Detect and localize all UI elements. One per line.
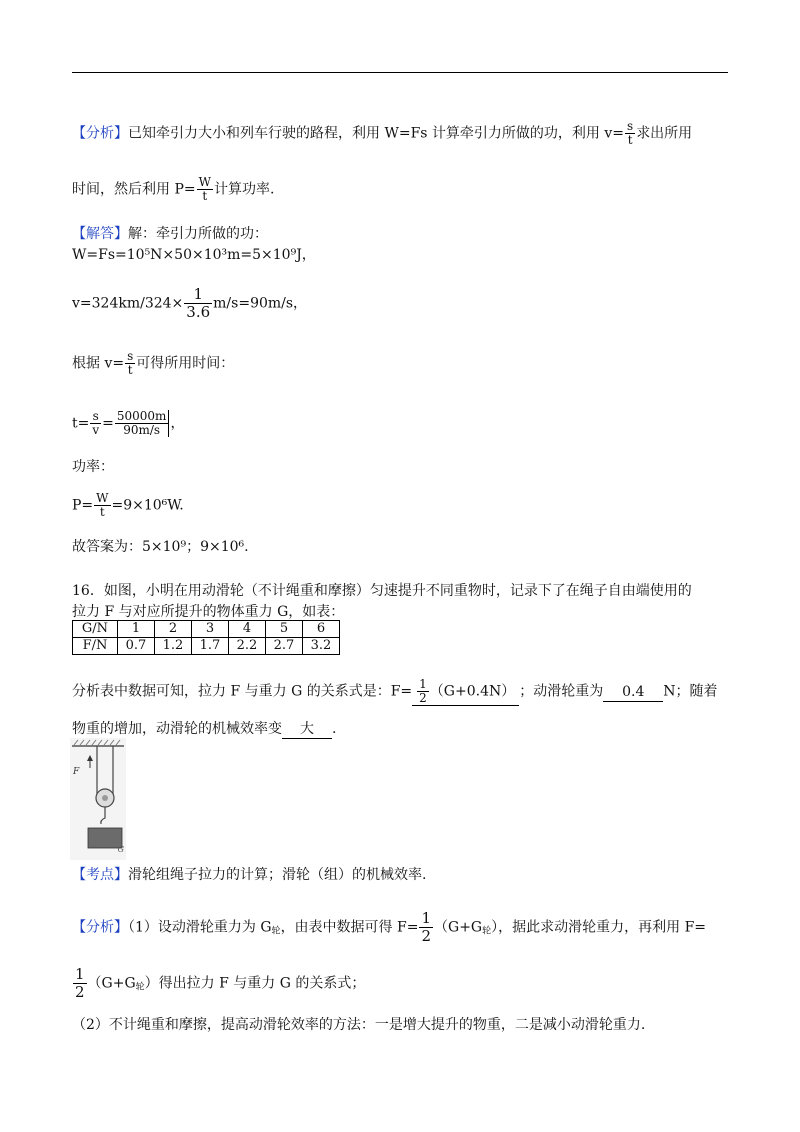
- analysis-line2-text-b: 计算功率.: [213, 181, 275, 198]
- work-equation: W=Fs=10⁵N×50×10³m=5×10⁹J，: [72, 247, 316, 263]
- kaodian-text: 滑轮组绳子拉力的计算；滑轮（组）的机械效率.: [128, 867, 427, 883]
- solution-heading: [72, 225, 268, 243]
- analysis2-line-2: [72, 966, 365, 1001]
- power-label: 功率：: [72, 459, 114, 475]
- analysis-line-1: [72, 120, 692, 147]
- table-row: [73, 638, 340, 655]
- numerator: 1: [419, 677, 427, 691]
- numerator: s: [90, 410, 101, 424]
- time-intro-text-b: 可得所用时间：: [136, 355, 235, 372]
- analysis2-tag: 【分析】: [72, 919, 128, 936]
- analysis2-text-d: ），据此求动滑轮重力，再利用 F=: [491, 919, 707, 936]
- table-cell: 1: [118, 621, 155, 638]
- table-cell: 4: [229, 621, 266, 638]
- fraction-distance-over-speed: [115, 410, 170, 437]
- table-cell: 2: [155, 621, 192, 638]
- analysis-tag: 【分析】: [72, 125, 128, 142]
- time-text-b: ，: [170, 415, 185, 432]
- efficiency-blank: 大: [282, 720, 332, 739]
- relation-text-a: 分析表中数据可知，拉力 F 与重力 G 的关系式是：F=: [72, 683, 413, 700]
- denominator: t: [99, 505, 105, 519]
- fraction-1-over-3.6: [184, 286, 212, 321]
- numerator: s: [627, 119, 634, 133]
- numerator: 1: [421, 909, 432, 927]
- speed-equation: [72, 286, 307, 321]
- numerator: W: [198, 175, 211, 189]
- table-cell: 1.2: [155, 638, 192, 655]
- analysis2-text-a: （1）设动滑轮重力为 G: [128, 919, 272, 936]
- denominator: 3.6: [186, 303, 211, 321]
- fraction-1-over-2: [73, 966, 87, 1001]
- denominator: t: [627, 133, 633, 147]
- time-equation: [72, 410, 184, 437]
- relation-text-c: N；随着: [663, 683, 718, 700]
- fraction-1-over-2: [417, 678, 429, 705]
- fraction-w-over-t: [94, 492, 110, 519]
- table-cell: 3: [192, 621, 229, 638]
- time-intro: [72, 350, 234, 377]
- analysis2-line-1: [72, 910, 706, 945]
- table-header-cell: F/N: [73, 638, 118, 655]
- table-header-cell: G/N: [73, 621, 118, 638]
- denominator: v: [92, 423, 100, 437]
- efficiency-line: [72, 720, 336, 739]
- numerator: W: [96, 491, 109, 505]
- analysis2-text-b: ，由表中数据可得 F=: [280, 919, 419, 936]
- time-intro-text-a: 根据 v=: [72, 355, 125, 372]
- fraction-s-over-t: [625, 120, 635, 147]
- weight-label: G: [117, 845, 124, 854]
- force-label: F: [73, 767, 80, 777]
- denominator: t: [202, 189, 208, 203]
- pulley-diagram: [70, 738, 126, 860]
- table-row: [73, 621, 340, 638]
- table-cell: 2.2: [229, 638, 266, 655]
- table-cell: 2.7: [266, 638, 303, 655]
- numerator: 1: [75, 965, 85, 983]
- analysis-line-2: [72, 176, 274, 203]
- data-table: [72, 620, 340, 655]
- answer-relation-line: [72, 678, 717, 706]
- time-text-a: t=: [72, 415, 90, 432]
- relation-blank: [412, 678, 519, 706]
- power-text-b: =9×10⁶W.: [111, 497, 184, 514]
- fraction-w-over-t: [197, 176, 213, 203]
- table-cell: 6: [303, 621, 340, 638]
- power-text-a: P=: [72, 497, 94, 514]
- wheel-subscript: 轮: [482, 926, 492, 937]
- fraction-s-over-v: [90, 410, 101, 437]
- numerator: s: [127, 349, 134, 363]
- solution-tag: 【解答】: [72, 226, 128, 242]
- analysis-text-b: 求出所用: [636, 125, 693, 142]
- relation-text-b: ；动滑轮重为: [519, 683, 604, 700]
- denominator: 2: [419, 691, 427, 705]
- denominator: t: [127, 363, 133, 377]
- relation-expression: （G+0.4N）: [429, 683, 516, 700]
- speed-text-b: m/s=90m/s，: [213, 295, 308, 312]
- denominator: 2: [421, 927, 432, 945]
- analysis-line2-text-a: 时间，然后利用 P=: [72, 181, 196, 198]
- answer-line: 故答案为：5×10⁹；9×10⁶.: [72, 539, 249, 555]
- fraction-1-over-2: [419, 910, 433, 945]
- table-cell: 3.2: [303, 638, 340, 655]
- numerator: 50000m: [116, 409, 167, 423]
- analysis-text-a: 已知牵引力大小和列车行驶的路程，利用 W=Fs 计算牵引力所做的功，利用 v=: [128, 125, 625, 142]
- power-equation: [72, 492, 184, 519]
- solution-intro: 解：牵引力所做的功：: [128, 226, 268, 242]
- kaodian-line: [72, 866, 426, 884]
- analysis2-line2-text-a: （G+G: [87, 975, 136, 992]
- denominator: 2: [75, 983, 85, 1001]
- efficiency-end: .: [332, 721, 337, 737]
- question-16-line-1: 16．如图，小明在用动滑轮（不计绳重和摩擦）匀速提升不同重物时，记录下了在绳子自由端使用的: [72, 583, 692, 599]
- efficiency-text: 物重的增加，动滑轮的机械效率变: [72, 721, 282, 737]
- analysis2-line-3: （2）不计绳重和摩擦，提高动滑轮效率的方法：一是增大提升的物重，二是减小动滑轮重力.: [72, 1017, 646, 1033]
- numerator: 1: [184, 286, 212, 304]
- wheel-subscript: 轮: [271, 926, 281, 937]
- fraction-s-over-t: [125, 350, 135, 377]
- analysis2-line2-text-b: ）得出拉力 F 与重力 G 的关系式；: [144, 975, 366, 992]
- header-rule: [72, 72, 728, 73]
- kaodian-tag: 【考点】: [72, 867, 128, 883]
- speed-text-a: v=324km/324×: [72, 295, 184, 312]
- question-16-line-2: 拉力 F 与对应所提升的物体重力 G，如表：: [72, 604, 345, 620]
- table-cell: 0.7: [118, 638, 155, 655]
- table-cell: 5: [266, 621, 303, 638]
- analysis2-text-c: （G+G: [434, 919, 483, 936]
- denominator: 90m/s: [123, 423, 161, 437]
- table-cell: 1.7: [192, 638, 229, 655]
- equals-sign: =: [102, 415, 114, 432]
- pulley-axle: [102, 795, 108, 801]
- wheel-subscript: 轮: [135, 982, 145, 993]
- pulley-weight-blank: 0.4: [603, 683, 663, 702]
